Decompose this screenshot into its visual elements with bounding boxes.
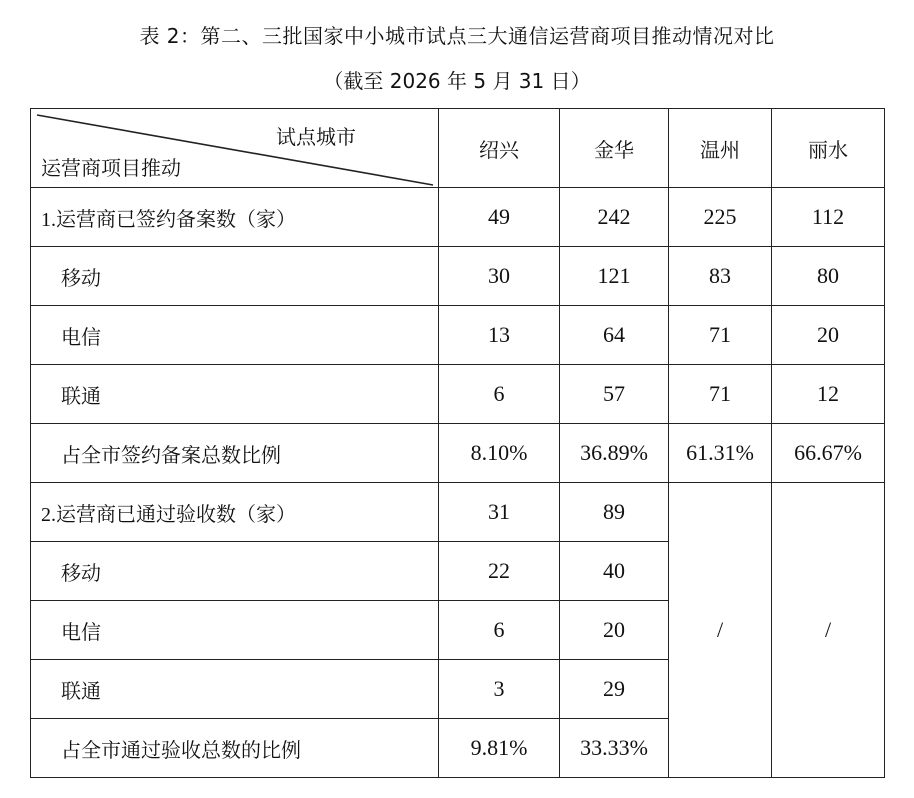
value-cell: 57 [560, 365, 669, 424]
section1-total-cell: 225 [669, 188, 772, 247]
lishui-na-cell: / [772, 483, 885, 778]
corner-bottom-label: 运营商项目推动 [41, 156, 181, 180]
city-header-wenzhou: 温州 [669, 109, 772, 188]
row-label: 移动 [31, 247, 439, 306]
value-cell: 12 [772, 365, 885, 424]
ratio-cell: 61.31% [669, 424, 772, 483]
table-subtitle: （截至 2026 年 5 月 31 日） [323, 69, 591, 93]
value-cell: 22 [439, 542, 560, 601]
table-title: 表 2：第二、三批国家中小城市试点三大通信运营商项目推动情况对比 [139, 24, 775, 48]
value-cell: 71 [669, 306, 772, 365]
ratio-label: 占全市签约备案总数比例 [31, 424, 439, 483]
ratio-label: 占全市通过验收总数的比例 [31, 719, 439, 778]
corner-top-label: 试点城市 [276, 125, 356, 149]
value-cell: 6 [439, 601, 560, 660]
section2-label: 2.运营商已通过验收数（家） [31, 483, 439, 542]
row-label: 移动 [31, 542, 439, 601]
value-cell: 20 [560, 601, 669, 660]
header-row [31, 109, 885, 188]
comparison-table [30, 108, 885, 778]
ratio-cell: 36.89% [560, 424, 669, 483]
row-label: 联通 [31, 660, 439, 719]
value-cell: 71 [669, 365, 772, 424]
row-label: 联通 [31, 365, 439, 424]
wenzhou-na-cell: / [669, 483, 772, 778]
ratio-cell: 9.81% [439, 719, 560, 778]
value-cell: 13 [439, 306, 560, 365]
section1-label: 1.运营商已签约备案数（家） [31, 188, 439, 247]
row-label: 电信 [31, 306, 439, 365]
value-cell: 121 [560, 247, 669, 306]
section1-total-cell: 49 [439, 188, 560, 247]
table-row [31, 247, 885, 306]
ratio-cell: 33.33% [560, 719, 669, 778]
row-label: 电信 [31, 601, 439, 660]
ratio-cell: 66.67% [772, 424, 885, 483]
city-header-jinhua: 金华 [560, 109, 669, 188]
city-header-lishui: 丽水 [772, 109, 885, 188]
value-cell: 80 [772, 247, 885, 306]
value-cell: 29 [560, 660, 669, 719]
value-cell: 20 [772, 306, 885, 365]
section2-total-cell: 89 [560, 483, 669, 542]
ratio-cell: 8.10% [439, 424, 560, 483]
corner-cell [31, 109, 439, 188]
value-cell: 40 [560, 542, 669, 601]
value-cell: 83 [669, 247, 772, 306]
table-row [31, 483, 885, 542]
city-header-shaoxing: 绍兴 [439, 109, 560, 188]
section1-total-cell: 112 [772, 188, 885, 247]
table-row [31, 424, 885, 483]
value-cell: 3 [439, 660, 560, 719]
value-cell: 30 [439, 247, 560, 306]
section1-total-cell: 242 [560, 188, 669, 247]
section2-total-cell: 31 [439, 483, 560, 542]
table-row [31, 188, 885, 247]
table-row [31, 306, 885, 365]
table-row [31, 365, 885, 424]
value-cell: 6 [439, 365, 560, 424]
value-cell: 64 [560, 306, 669, 365]
